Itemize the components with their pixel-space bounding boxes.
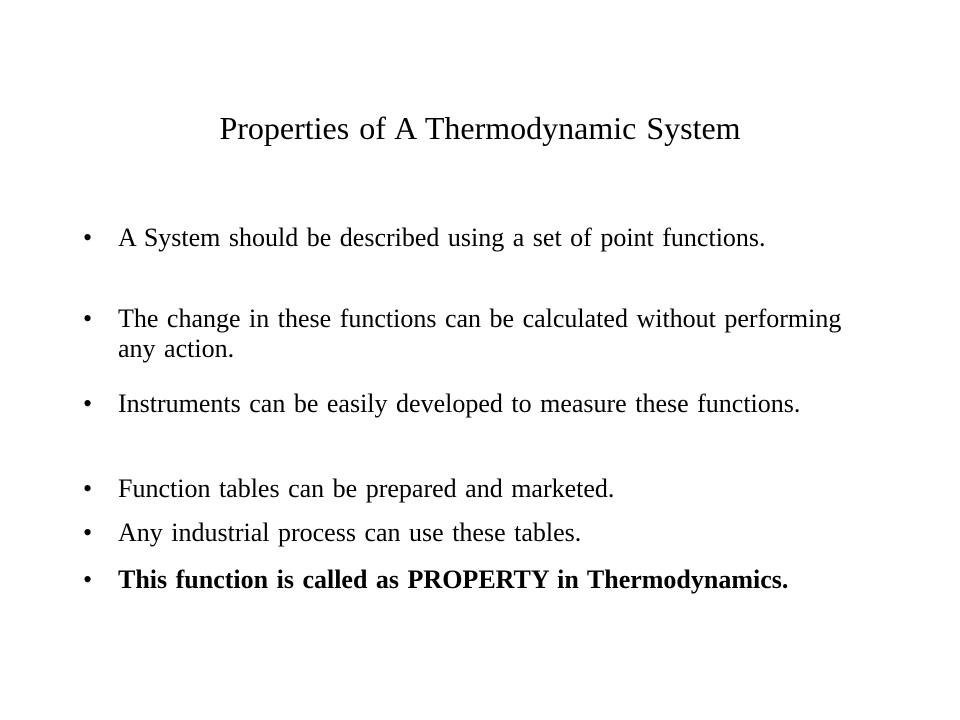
bullet-item	[83, 223, 863, 285]
bullet-icon: •	[83, 223, 93, 252]
bullet-text: A System should be described using a set of point functions.	[118, 223, 766, 252]
slide-title: Properties of A Thermodynamic System	[219, 110, 741, 146]
bullet-item	[83, 389, 863, 451]
bullet-icon: •	[83, 565, 93, 594]
bullet-icon: •	[83, 474, 93, 503]
bullet-text: Function tables can be prepared and marketed.	[118, 474, 615, 503]
bullet-text: Any industrial process can use these tables.	[118, 518, 582, 547]
bullet-item	[83, 304, 863, 366]
bullet-text: The change in these functions can be calculated without performing any action.	[118, 304, 842, 363]
bullet-icon: •	[83, 389, 93, 418]
bullet-text: Instruments can be easily developed to measure these functions.	[118, 389, 801, 418]
bullet-icon: •	[83, 518, 93, 547]
bullet-icon: •	[83, 304, 93, 333]
bullet-item	[83, 518, 863, 550]
bullet-item	[83, 474, 863, 506]
bullet-item-emphasis	[83, 565, 863, 629]
bullet-text: This function is called as PROPERTY in Thermodynamics.	[118, 565, 789, 594]
